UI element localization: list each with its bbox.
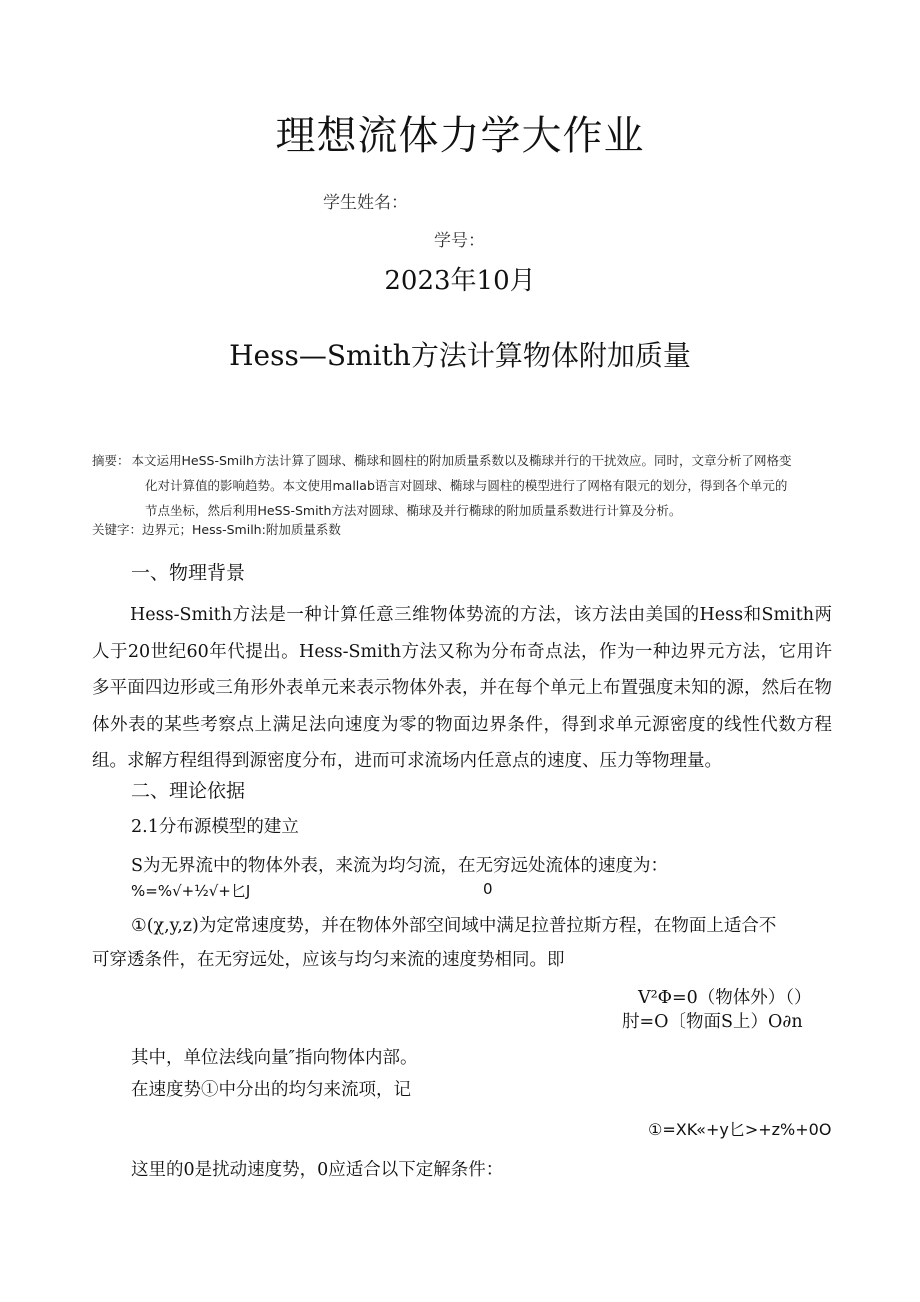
equation-1-number: 0	[483, 880, 493, 898]
student-id-label: 学号：	[434, 231, 485, 251]
section-2-line-1: S为无界流中的物体外表，来流为均匀流，在无穷远处流体的速度为：	[131, 856, 668, 876]
abstract-line-2: 化对计算值的影响趋势。本文使用mallab语言对圆球、椭球与圆柱的模型进行了网格有限元的划分，得到各个单元的	[145, 478, 788, 493]
section-2-line-5: 在速度势①中分出的均匀来流项，记	[131, 1080, 411, 1100]
document-title: 理想流体力学大作业	[275, 113, 645, 159]
equation-4: ①=XK«+y匕>+z%+0O	[648, 1120, 832, 1139]
document-date: 2023年10月	[384, 266, 536, 296]
section-1-paragraph: Hess-Smith方法是一种计算任意三维物体势流的方法，该方法由美国的Hess和Smith两人于20世纪60年代提出。Hess-Smith方法又称为分布奇点法，作为一种边界元方法，它用许多平面四边形或三角形外表单元来表示物体外表，并在每个单元上布置强度未知的源，然后在物体外表的某些考察点上满足法向速度为零的物面边界条件，得到求单元源密度的线性代数方程组。求解方程组得到源密度分布，进而可求流场内任意点的速度、压力等物理量。	[92, 605, 832, 771]
section-2-heading: 二、理论依据	[131, 780, 246, 802]
student-name-label: 学生姓名：	[323, 193, 408, 213]
abstract-label: 摘要：	[92, 453, 130, 468]
paper-title: Hess—Smith方法计算物体附加质量	[229, 339, 691, 372]
equation-3: 肘=O〔物面S上）O∂n	[622, 1012, 803, 1032]
section-2-line-4: 其中，单位法线向量″指向物体内部。	[131, 1048, 418, 1068]
abstract-block	[92, 448, 832, 523]
keywords-line: 关键字：边界元；Hess-Smilh:附加质量系数	[92, 522, 341, 537]
abstract-line-3: 节点坐标，然后利用HeSS-Smith方法对圆球、椭球及并行椭球的附加质量系数进行计算及分析。	[145, 503, 682, 518]
section-2-line-2: ①(χ,y,z)为定常速度势，并在物体外部空间域中满足拉普拉斯方程，在物面上适合不	[131, 916, 777, 936]
section-2-line-3: 可穿透条件，在无穷远处，应该与均匀来流的速度势相同。即	[92, 950, 565, 970]
section-1-heading: 一、物理背景	[131, 562, 246, 584]
equation-2: V²Φ=0（物体外）（）	[638, 988, 812, 1008]
abstract-line-1: 本文运用HeSS-Smilh方法计算了圆球、椭球和圆柱的附加质量系数以及椭球并行的干扰效应。同时，文章分析了网格变	[131, 453, 792, 468]
equation-1: %=%√+½√+匕J	[131, 882, 251, 900]
section-2-1-subheading: 2.1分布源模型的建立	[131, 817, 299, 837]
section-2-line-6: 这里的0是扰动速度势，0应适合以下定解条件：	[131, 1160, 504, 1180]
